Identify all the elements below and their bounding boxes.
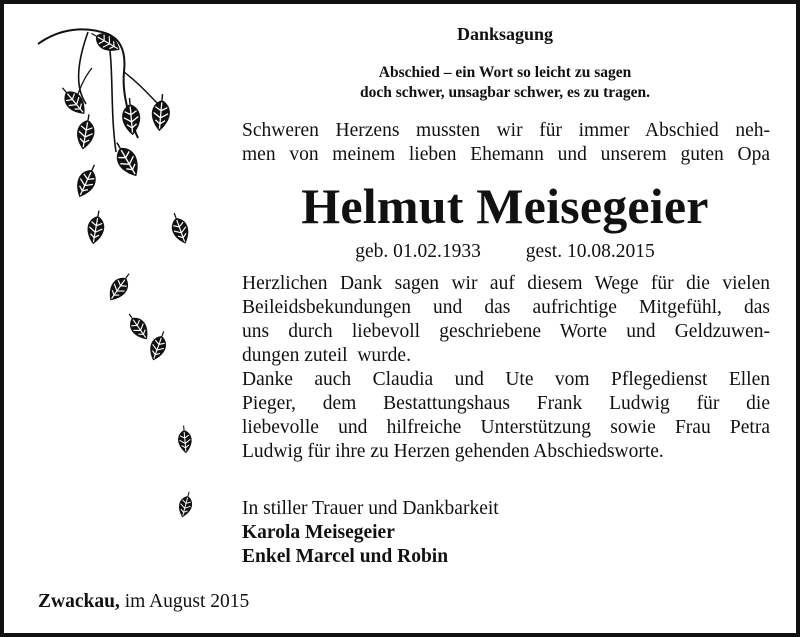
birth-date: geb. 01.02.1933: [355, 241, 481, 262]
closing-line: In stiller Trauer und Dankbarkeit: [242, 498, 499, 519]
signatory: Karola Meisegeier: [242, 522, 395, 543]
falling-leaves-illustration: [30, 20, 200, 560]
death-date: gest. 10.08.2015: [525, 241, 655, 262]
motto-line: Abschied – ein Wort so leicht zu sagen: [378, 64, 632, 81]
notice-date: im August 2015: [124, 591, 250, 612]
deceased-name: Helmut Meisegeier: [301, 178, 709, 234]
thanks-line: Herzlichen Dank sagen wir auf diesem Wege für die vielen: [242, 273, 770, 294]
thanks-line: Pieger, dem Bestattungshaus Frank Ludwig für die: [242, 393, 770, 414]
thanks-line: dungen zuteil wurde.: [242, 345, 411, 366]
thanks-line: Danke auch Claudia und Ute vom Pflegedienst Ellen: [242, 369, 770, 390]
notice-heading: Danksagung: [456, 24, 554, 44]
motto-verse: [240, 63, 770, 103]
thanks-line: Ludwig für ihre zu Herzen gehenden Abschiedsworte.: [242, 441, 664, 462]
thanks-paragraph: [242, 272, 770, 464]
place-and-date: [38, 591, 249, 613]
intro-paragraph: [242, 119, 770, 167]
life-dates: [240, 241, 770, 263]
intro-line: Schweren Herzens mussten wir für immer Abschied neh-: [242, 120, 770, 141]
mourning-signature: [242, 497, 770, 569]
place-name: Zwackau,: [38, 591, 120, 612]
motto-line: doch schwer, unsagbar schwer, es zu tragen.: [359, 84, 651, 101]
thanks-line: uns durch liebevoll geschriebene Worte und Geldzuwen-: [242, 321, 770, 342]
intro-line: men von meinem lieben Ehemann und unserem guten Opa: [242, 144, 770, 165]
thanks-line: liebevolle und hilfreiche Unterstützung sowie Frau Petra: [242, 417, 770, 438]
thanks-line: Beileidsbekundungen und das aufrichtige Mitgefühl, das: [242, 297, 770, 318]
signatory: Enkel Marcel und Robin: [242, 546, 449, 567]
